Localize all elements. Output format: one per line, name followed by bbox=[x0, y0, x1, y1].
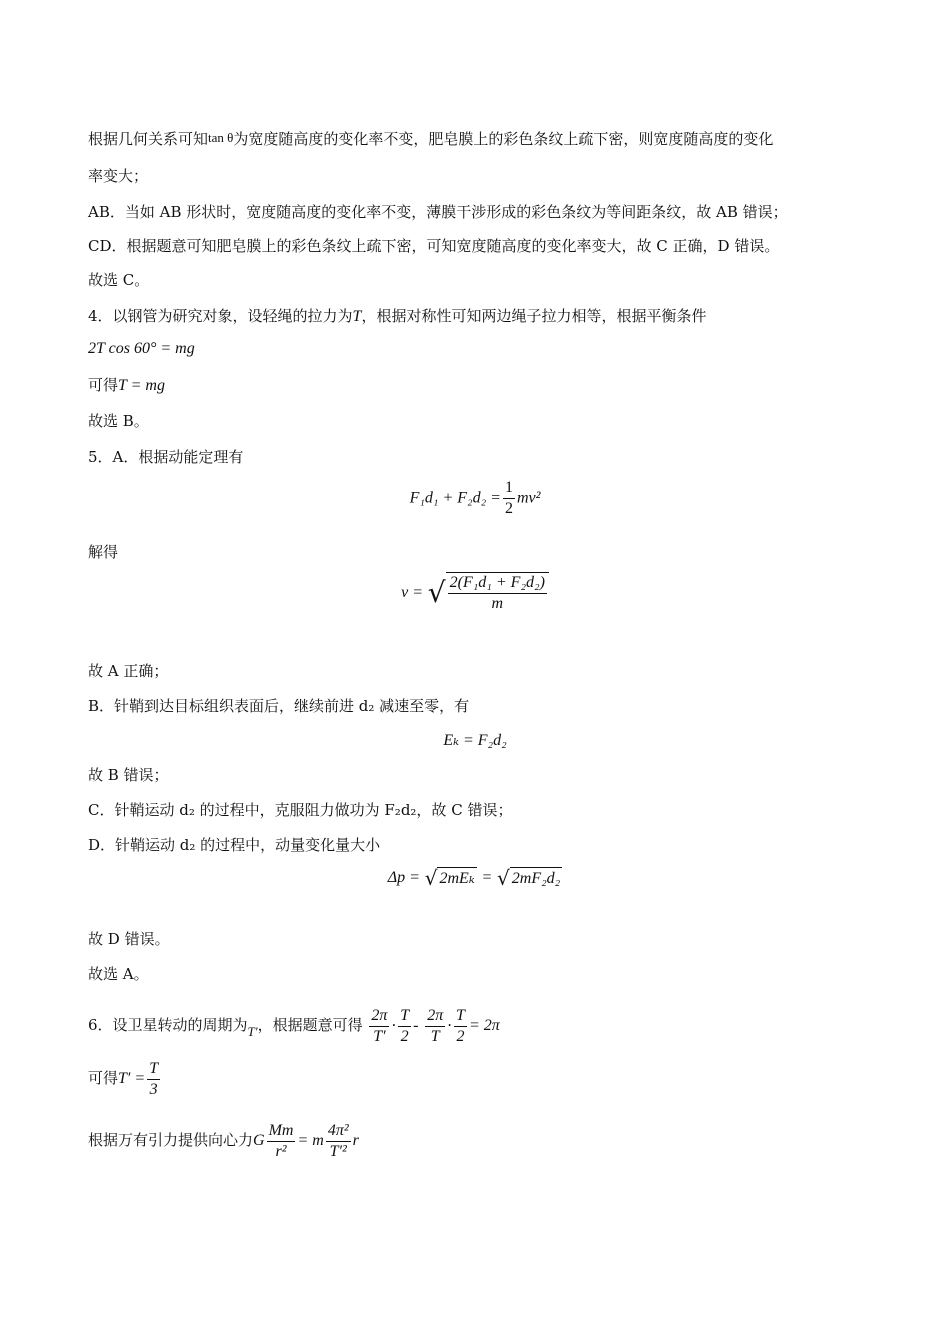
math-T-prime: T′ bbox=[247, 1024, 258, 1039]
paragraph-line-2: 率变大； bbox=[88, 167, 149, 185]
text: 为宽度随高度的变化率不变，肥皂膜上的彩色条纹上疏下密，则宽度随高度的变化 bbox=[233, 130, 774, 148]
option-d-line: D．针鞘运动 d₂ 的过程中，动量变化量大小 bbox=[88, 836, 381, 854]
option-ab-line: AB．当如 AB 形状时，宽度随高度的变化率不变，薄膜干涉形成的彩色条纹为等间距条纹，故 AB 错误； bbox=[88, 203, 788, 221]
math-result: T = mg bbox=[118, 377, 165, 394]
fraction: $\frac{Mm}{\text{r²}}$ bbox=[268, 1121, 294, 1160]
answer-line: 故选 A。 bbox=[88, 965, 149, 983]
option-c-line: C．针鞘运动 d₂ 的过程中，克服阻力做功为 F₂d₂，故 C 错误； bbox=[88, 801, 513, 819]
text: 根据几何关系可知 bbox=[88, 130, 209, 148]
fraction: $\frac{T}{2}$ bbox=[400, 1006, 410, 1045]
text: 6．设卫星转动的周期为 bbox=[88, 1016, 248, 1034]
fraction: $\frac{\text{4π²}}{\text{T′²}}$ bbox=[327, 1121, 349, 1160]
result-line: 故 B 错误； bbox=[88, 766, 169, 784]
math: r bbox=[352, 1132, 359, 1149]
math: = 2π bbox=[468, 1017, 500, 1034]
math: mv² bbox=[516, 489, 541, 507]
math: F₁d₁ + F₂d₂ = bbox=[409, 489, 501, 507]
question-4-result bbox=[88, 374, 165, 397]
sqrt: √ 2mEₖ bbox=[424, 866, 475, 891]
math: = bbox=[481, 869, 493, 886]
result-line: 故 A 正确； bbox=[88, 662, 169, 680]
math: G bbox=[253, 1132, 265, 1149]
text: 可得 bbox=[88, 376, 119, 394]
text: 根据万有引力提供向心力 bbox=[88, 1131, 254, 1149]
question-6-line: 6．设卫星转动的周期为T′，根据题意可得 $\frac{2\pi}{T'}$ · $\frac{T}{2}$ - $\frac{2\pi}{T}$ · $\frac{T}{2}$ = 2π bbox=[88, 1006, 500, 1045]
sqrt: √ $\frac{\text{2(F₁d₁ + F₂d₂)}}{m}$ bbox=[428, 572, 549, 614]
text: 4．以钢管为研究对象，设轻绳的拉力为 bbox=[88, 307, 353, 325]
answer-line: 故选 C。 bbox=[88, 271, 150, 289]
option-b-line: B．针鞘到达目标组织表面后，继续前进 d₂ 减速至零，有 bbox=[88, 697, 470, 715]
math: T′ = bbox=[118, 1070, 146, 1087]
equation-kinetic-energy bbox=[0, 478, 950, 519]
equation-equilibrium: 2T cos 60° = mg bbox=[88, 340, 195, 357]
option-cd-line: CD．根据题意可知肥皂膜上的彩色条纹上疏下密，可知宽度随高度的变化率变大，故 C 正确，D 错误。 bbox=[88, 237, 780, 255]
fraction: $\frac{T}{3}$ bbox=[149, 1059, 159, 1098]
text: 可得 bbox=[88, 1069, 119, 1087]
question-6-result bbox=[88, 1058, 162, 1100]
text: ，根据题意可得 bbox=[257, 1016, 363, 1034]
question-4-line bbox=[88, 305, 706, 328]
fraction: $\frac{2\pi}{T'}$ bbox=[371, 1006, 388, 1045]
fraction: $\frac{1}{2}$ bbox=[504, 479, 513, 517]
solve-label: 解得 bbox=[88, 543, 119, 561]
equation-ek: Eₖ = F₂d₂ bbox=[443, 732, 507, 749]
math: v = bbox=[401, 584, 424, 601]
text: ，根据对称性可知两边绳子拉力相等，根据平衡条件 bbox=[361, 307, 707, 325]
math: - bbox=[413, 1017, 419, 1034]
fraction: $\frac{\text{2(F₁d₁ + F₂d₂)}}{m}$ bbox=[449, 574, 545, 612]
equation-momentum bbox=[0, 866, 950, 890]
fraction: $\frac{2\pi}{T}$ bbox=[427, 1006, 444, 1045]
sqrt: √ 2mF₂d₂ bbox=[497, 866, 561, 891]
fraction: $\frac{T}{2}$ bbox=[456, 1006, 465, 1045]
question-6-gravitation bbox=[88, 1120, 359, 1162]
equation-velocity bbox=[0, 572, 950, 614]
math-T: T bbox=[352, 308, 362, 325]
question-5-head: 5．A．根据动能定理有 bbox=[88, 448, 244, 466]
math-tan-theta: tan θ bbox=[208, 130, 234, 145]
result-line: 故 D 错误。 bbox=[88, 930, 170, 948]
paragraph-line-1 bbox=[88, 127, 773, 150]
math: = m bbox=[297, 1132, 324, 1149]
answer-line: 故选 B。 bbox=[88, 412, 149, 430]
math: Δp = bbox=[387, 869, 420, 886]
